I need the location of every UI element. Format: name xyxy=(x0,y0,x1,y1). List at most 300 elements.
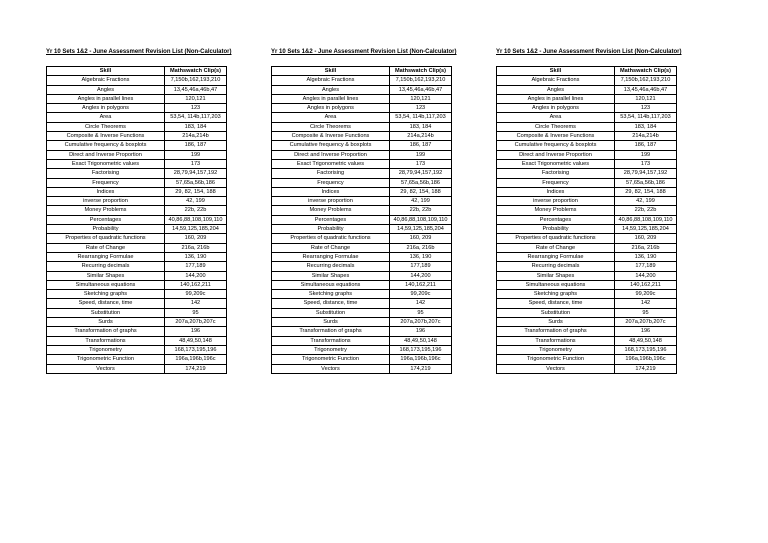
clips-cell: 177,189 xyxy=(165,262,227,271)
table-row xyxy=(497,299,677,308)
revision-table xyxy=(496,66,677,374)
clips-cell: 186, 187 xyxy=(165,141,227,150)
skill-cell: Transformations xyxy=(272,336,390,345)
table-row xyxy=(497,280,677,289)
skill-cell: Exact Trigonometric values xyxy=(272,159,390,168)
clips-cell: 99,209c xyxy=(165,290,227,299)
clips-cell: 57,65a,56b,186 xyxy=(390,178,452,187)
table-row xyxy=(47,345,227,354)
table-row xyxy=(272,94,452,103)
table-row xyxy=(272,336,452,345)
clips-cell: 140,162,211 xyxy=(165,280,227,289)
table-row xyxy=(497,206,677,215)
table-row xyxy=(497,308,677,317)
clips-cell: 7,150b,162,193,210 xyxy=(165,76,227,85)
table-row xyxy=(272,206,452,215)
revision-table xyxy=(46,66,227,374)
table-row xyxy=(497,252,677,261)
clips-cell: 168,173,195,196 xyxy=(390,345,452,354)
skill-cell: Trigonometry xyxy=(47,345,165,354)
table-row xyxy=(272,327,452,336)
skill-cell: Indices xyxy=(497,187,615,196)
skill-cell: Algebraic Fractions xyxy=(497,76,615,85)
table-row xyxy=(497,262,677,271)
table-row xyxy=(47,85,227,94)
table-row xyxy=(47,271,227,280)
clips-cell: 13,45,46a,46b,47 xyxy=(390,85,452,94)
clips-cell: 207a,207b,207c xyxy=(615,318,677,327)
clips-cell: 53,54, 114b,117,203 xyxy=(390,113,452,122)
skill-cell: Algebraic Fractions xyxy=(47,76,165,85)
table-row xyxy=(272,290,452,299)
clips-cell: 196 xyxy=(390,327,452,336)
skill-cell: Probability xyxy=(47,225,165,234)
clips-cell: 160, 209 xyxy=(615,234,677,243)
table-row xyxy=(47,206,227,215)
table-row xyxy=(272,215,452,224)
sheet-title: Yr 10 Sets 1&2 - June Assessment Revision List (Non-Calculator) xyxy=(46,49,232,55)
skill-cell: Substitution xyxy=(272,308,390,317)
table-row xyxy=(272,187,452,196)
clips-cell: 120,121 xyxy=(390,94,452,103)
clips-cell: 160, 209 xyxy=(390,234,452,243)
table-row xyxy=(272,178,452,187)
skill-cell: Direct and Inverse Proportion xyxy=(47,150,165,159)
table-row xyxy=(272,225,452,234)
skill-cell: Speed, distance, time xyxy=(272,299,390,308)
table-row xyxy=(47,225,227,234)
skill-cell: Angles in polygons xyxy=(47,104,165,113)
table-row xyxy=(47,215,227,224)
skill-cell: Composite & Inverse Functions xyxy=(272,132,390,141)
skill-cell: Recurring decimals xyxy=(47,262,165,271)
clips-cell: 22b, 22b xyxy=(165,206,227,215)
table-row xyxy=(47,141,227,150)
skill-cell: Simultaneous equations xyxy=(47,280,165,289)
table-row xyxy=(497,132,677,141)
table-row xyxy=(497,271,677,280)
skill-cell: Transformation of graphs xyxy=(47,327,165,336)
clips-cell: 174,219 xyxy=(390,364,452,373)
skill-cell: Percentages xyxy=(272,215,390,224)
table-row xyxy=(497,178,677,187)
skill-cell: Circle Theorems xyxy=(47,122,165,131)
clips-cell: 42, 199 xyxy=(615,197,677,206)
clips-cell: 142 xyxy=(615,299,677,308)
clips-cell: 142 xyxy=(165,299,227,308)
clips-cell: 168,173,195,196 xyxy=(165,345,227,354)
table-row xyxy=(497,234,677,243)
table-row xyxy=(272,159,452,168)
skill-cell: Cumulative frequency & boxplots xyxy=(497,141,615,150)
table-row xyxy=(272,122,452,131)
skill-cell: Direct and Inverse Proportion xyxy=(272,150,390,159)
skill-cell: inverse proportion xyxy=(47,197,165,206)
skill-cell: Surds xyxy=(497,318,615,327)
clips-column-header: Mathswatch Clip(s) xyxy=(165,67,227,76)
skill-cell: Surds xyxy=(47,318,165,327)
skill-cell: Angles xyxy=(497,85,615,94)
clips-cell: 144,200 xyxy=(615,271,677,280)
table-row xyxy=(272,234,452,243)
table-row xyxy=(497,345,677,354)
table-row xyxy=(47,252,227,261)
clips-cell: 207a,207b,207c xyxy=(390,318,452,327)
table-row xyxy=(272,141,452,150)
table-row xyxy=(47,132,227,141)
table-row xyxy=(497,122,677,131)
clips-cell: 95 xyxy=(615,308,677,317)
table-row xyxy=(497,318,677,327)
skill-cell: Speed, distance, time xyxy=(47,299,165,308)
skill-cell: Recurring decimals xyxy=(497,262,615,271)
revision-sheet-3 xyxy=(496,48,682,374)
table-row xyxy=(272,308,452,317)
skill-cell: Properties of quadratic functions xyxy=(47,234,165,243)
clips-cell: 196a,196b,196c xyxy=(390,355,452,364)
clips-cell: 140,162,211 xyxy=(390,280,452,289)
revision-sheet-2 xyxy=(271,48,457,374)
clips-cell: 48,49,50,148 xyxy=(615,336,677,345)
skill-cell: Vectors xyxy=(497,364,615,373)
skill-cell: Algebraic Fractions xyxy=(272,76,390,85)
table-header-row xyxy=(497,67,677,76)
clips-cell: 207a,207b,207c xyxy=(165,318,227,327)
clips-cell: 144,200 xyxy=(390,271,452,280)
table-row xyxy=(497,169,677,178)
skill-cell: Angles in parallel lines xyxy=(47,94,165,103)
clips-cell: 29, 82, 154, 188 xyxy=(165,187,227,196)
skill-cell: Rate of Change xyxy=(497,243,615,252)
table-row xyxy=(497,290,677,299)
skill-column-header: Skill xyxy=(272,67,390,76)
table-row xyxy=(47,364,227,373)
clips-cell: 142 xyxy=(390,299,452,308)
skill-cell: Transformations xyxy=(497,336,615,345)
table-row xyxy=(47,336,227,345)
clips-cell: 95 xyxy=(165,308,227,317)
table-row xyxy=(47,159,227,168)
clips-cell: 123 xyxy=(390,104,452,113)
table-row xyxy=(272,345,452,354)
skill-cell: Rate of Change xyxy=(272,243,390,252)
skill-cell: Money Problems xyxy=(272,206,390,215)
clips-cell: 136, 190 xyxy=(390,252,452,261)
clips-cell: 120,121 xyxy=(165,94,227,103)
skill-cell: Properties of quadratic functions xyxy=(497,234,615,243)
clips-cell: 53,54, 114b,117,203 xyxy=(165,113,227,122)
table-row xyxy=(497,243,677,252)
clips-cell: 199 xyxy=(615,150,677,159)
table-row xyxy=(497,355,677,364)
skill-cell: Vectors xyxy=(272,364,390,373)
table-row xyxy=(497,141,677,150)
skill-cell: Factorising xyxy=(272,169,390,178)
skill-cell: Substitution xyxy=(497,308,615,317)
clips-cell: 177,189 xyxy=(615,262,677,271)
clips-cell: 123 xyxy=(615,104,677,113)
clips-cell: 216a, 216b xyxy=(165,243,227,252)
clips-cell: 173 xyxy=(390,159,452,168)
table-row xyxy=(47,234,227,243)
clips-cell: 168,173,195,196 xyxy=(615,345,677,354)
skill-cell: Frequency xyxy=(47,178,165,187)
clips-cell: 173 xyxy=(615,159,677,168)
clips-cell: 123 xyxy=(165,104,227,113)
clips-cell: 42, 199 xyxy=(165,197,227,206)
clips-cell: 214a,214b xyxy=(390,132,452,141)
clips-cell: 7,150b,162,193,210 xyxy=(615,76,677,85)
clips-column-header: Mathswatch Clip(s) xyxy=(390,67,452,76)
clips-cell: 136, 190 xyxy=(165,252,227,261)
table-row xyxy=(47,113,227,122)
clips-cell: 28,79,94,157,192 xyxy=(615,169,677,178)
skill-cell: Similar Shapes xyxy=(47,271,165,280)
table-row xyxy=(497,327,677,336)
clips-cell: 177,189 xyxy=(390,262,452,271)
clips-cell: 140,162,211 xyxy=(615,280,677,289)
clips-cell: 29, 82, 154, 188 xyxy=(390,187,452,196)
skill-cell: Circle Theorems xyxy=(497,122,615,131)
skill-cell: Area xyxy=(47,113,165,122)
skill-cell: Money Problems xyxy=(47,206,165,215)
table-row xyxy=(47,262,227,271)
table-header-row xyxy=(272,67,452,76)
clips-cell: 196a,196b,196c xyxy=(615,355,677,364)
table-row xyxy=(272,197,452,206)
skill-cell: inverse proportion xyxy=(272,197,390,206)
clips-cell: 214a,214b xyxy=(165,132,227,141)
table-row xyxy=(272,318,452,327)
clips-cell: 95 xyxy=(390,308,452,317)
clips-cell: 99,209c xyxy=(615,290,677,299)
skill-cell: Speed, distance, time xyxy=(497,299,615,308)
skill-cell: Angles in parallel lines xyxy=(497,94,615,103)
skill-cell: Trigonometry xyxy=(272,345,390,354)
clips-cell: 13,45,46a,46b,47 xyxy=(615,85,677,94)
table-row xyxy=(272,271,452,280)
skill-cell: Similar Shapes xyxy=(497,271,615,280)
clips-cell: 183, 184 xyxy=(165,122,227,131)
table-row xyxy=(47,122,227,131)
clips-cell: 40,86,88,108,109,110 xyxy=(165,215,227,224)
skill-cell: Sketching graphs xyxy=(47,290,165,299)
table-row xyxy=(497,336,677,345)
revision-sheet-1 xyxy=(46,48,232,374)
table-row xyxy=(47,94,227,103)
clips-cell: 28,79,94,157,192 xyxy=(390,169,452,178)
skill-cell: Transformation of graphs xyxy=(272,327,390,336)
clips-cell: 14,59,125,185,204 xyxy=(390,225,452,234)
skill-cell: Angles xyxy=(47,85,165,94)
skill-cell: Surds xyxy=(272,318,390,327)
clips-cell: 28,79,94,157,192 xyxy=(165,169,227,178)
skill-cell: Composite & Inverse Functions xyxy=(47,132,165,141)
clips-cell: 42, 199 xyxy=(390,197,452,206)
table-row xyxy=(47,308,227,317)
table-row xyxy=(272,299,452,308)
skill-cell: Rearranging Formulae xyxy=(47,252,165,261)
skill-cell: Properties of quadratic functions xyxy=(272,234,390,243)
table-body xyxy=(47,76,227,374)
table-row xyxy=(272,169,452,178)
clips-cell: 174,219 xyxy=(615,364,677,373)
clips-cell: 14,59,125,185,204 xyxy=(615,225,677,234)
clips-cell: 48,49,50,148 xyxy=(165,336,227,345)
revision-table xyxy=(271,66,452,374)
table-row xyxy=(272,280,452,289)
skill-cell: Probability xyxy=(497,225,615,234)
table-body xyxy=(497,76,677,374)
table-row xyxy=(47,187,227,196)
clips-column-header: Mathswatch Clip(s) xyxy=(615,67,677,76)
table-row xyxy=(47,280,227,289)
skill-cell: Frequency xyxy=(497,178,615,187)
skill-cell: Simultaneous equations xyxy=(497,280,615,289)
table-row xyxy=(47,355,227,364)
table-row xyxy=(47,327,227,336)
table-row xyxy=(272,76,452,85)
clips-cell: 196a,196b,196c xyxy=(165,355,227,364)
clips-cell: 29, 82, 154, 188 xyxy=(615,187,677,196)
skill-cell: Percentages xyxy=(47,215,165,224)
skill-cell: Sketching graphs xyxy=(497,290,615,299)
clips-cell: 183, 184 xyxy=(390,122,452,131)
clips-cell: 40,86,88,108,109,110 xyxy=(390,215,452,224)
clips-cell: 186, 187 xyxy=(615,141,677,150)
table-row xyxy=(497,113,677,122)
clips-cell: 22b, 22b xyxy=(615,206,677,215)
clips-cell: 22b, 22b xyxy=(390,206,452,215)
skill-cell: Percentages xyxy=(497,215,615,224)
table-row xyxy=(497,215,677,224)
table-row xyxy=(497,364,677,373)
skill-cell: Transformations xyxy=(47,336,165,345)
sheet-title: Yr 10 Sets 1&2 - June Assessment Revision List (Non-Calculator) xyxy=(271,49,457,55)
clips-cell: 196 xyxy=(615,327,677,336)
table-row xyxy=(497,94,677,103)
clips-cell: 214a,214b xyxy=(615,132,677,141)
skill-cell: Trigonometric Function xyxy=(272,355,390,364)
skill-cell: Area xyxy=(497,113,615,122)
clips-cell: 173 xyxy=(165,159,227,168)
clips-cell: 57,65a,56b,186 xyxy=(165,178,227,187)
clips-cell: 183, 184 xyxy=(615,122,677,131)
skill-cell: Simultaneous equations xyxy=(272,280,390,289)
table-row xyxy=(47,290,227,299)
table-row xyxy=(47,169,227,178)
skill-cell: Indices xyxy=(272,187,390,196)
skill-cell: Indices xyxy=(47,187,165,196)
clips-cell: 160, 209 xyxy=(165,234,227,243)
clips-cell: 144,200 xyxy=(165,271,227,280)
clips-cell: 53,54, 114b,117,203 xyxy=(615,113,677,122)
table-row xyxy=(497,104,677,113)
skill-cell: Angles in polygons xyxy=(497,104,615,113)
table-row xyxy=(497,150,677,159)
skill-cell: Transformation of graphs xyxy=(497,327,615,336)
skill-cell: Factorising xyxy=(497,169,615,178)
clips-cell: 186, 187 xyxy=(390,141,452,150)
skill-cell: Direct and Inverse Proportion xyxy=(497,150,615,159)
table-row xyxy=(47,178,227,187)
table-header-row xyxy=(47,67,227,76)
table-row xyxy=(272,262,452,271)
table-row xyxy=(272,104,452,113)
clips-cell: 40,86,88,108,109,110 xyxy=(615,215,677,224)
skill-cell: Frequency xyxy=(272,178,390,187)
table-row xyxy=(47,104,227,113)
skill-cell: Angles xyxy=(272,85,390,94)
clips-cell: 199 xyxy=(165,150,227,159)
table-row xyxy=(497,187,677,196)
table-row xyxy=(497,197,677,206)
skill-cell: Circle Theorems xyxy=(272,122,390,131)
table-row xyxy=(497,76,677,85)
table-row xyxy=(47,243,227,252)
skill-cell: Recurring decimals xyxy=(272,262,390,271)
clips-cell: 57,65a,56b,186 xyxy=(615,178,677,187)
clips-cell: 216a, 216b xyxy=(390,243,452,252)
table-row xyxy=(272,132,452,141)
clips-cell: 120,121 xyxy=(615,94,677,103)
table-row xyxy=(47,76,227,85)
skill-column-header: Skill xyxy=(497,67,615,76)
skill-cell: Rearranging Formulae xyxy=(497,252,615,261)
skill-cell: Cumulative frequency & boxplots xyxy=(272,141,390,150)
table-row xyxy=(497,159,677,168)
skill-cell: inverse proportion xyxy=(497,197,615,206)
table-row xyxy=(272,243,452,252)
clips-cell: 199 xyxy=(390,150,452,159)
table-row xyxy=(272,252,452,261)
skill-cell: Rearranging Formulae xyxy=(272,252,390,261)
skill-cell: Sketching graphs xyxy=(272,290,390,299)
table-body xyxy=(272,76,452,374)
sheet-title: Yr 10 Sets 1&2 - June Assessment Revision List (Non-Calculator) xyxy=(496,49,682,55)
skill-cell: Area xyxy=(272,113,390,122)
table-row xyxy=(497,85,677,94)
clips-cell: 136, 190 xyxy=(615,252,677,261)
skill-cell: Exact Trigonometric values xyxy=(47,159,165,168)
clips-cell: 14,59,125,185,204 xyxy=(165,225,227,234)
skill-cell: Rate of Change xyxy=(47,243,165,252)
table-row xyxy=(47,197,227,206)
clips-cell: 48,49,50,148 xyxy=(390,336,452,345)
skill-cell: Cumulative frequency & boxplots xyxy=(47,141,165,150)
clips-cell: 99,209c xyxy=(390,290,452,299)
table-row xyxy=(47,150,227,159)
skill-cell: Trigonometric Function xyxy=(47,355,165,364)
skill-cell: Vectors xyxy=(47,364,165,373)
clips-cell: 216a, 216b xyxy=(615,243,677,252)
clips-cell: 174,219 xyxy=(165,364,227,373)
table-row xyxy=(47,299,227,308)
skill-cell: Composite & Inverse Functions xyxy=(497,132,615,141)
table-row xyxy=(272,85,452,94)
skill-cell: Probability xyxy=(272,225,390,234)
skill-cell: Factorising xyxy=(47,169,165,178)
skill-cell: Angles in parallel lines xyxy=(272,94,390,103)
table-row xyxy=(497,225,677,234)
table-row xyxy=(47,318,227,327)
table-row xyxy=(272,113,452,122)
clips-cell: 7,150b,162,193,210 xyxy=(390,76,452,85)
skill-cell: Angles in polygons xyxy=(272,104,390,113)
skill-column-header: Skill xyxy=(47,67,165,76)
table-row xyxy=(272,150,452,159)
clips-cell: 13,45,46a,46b,47 xyxy=(165,85,227,94)
